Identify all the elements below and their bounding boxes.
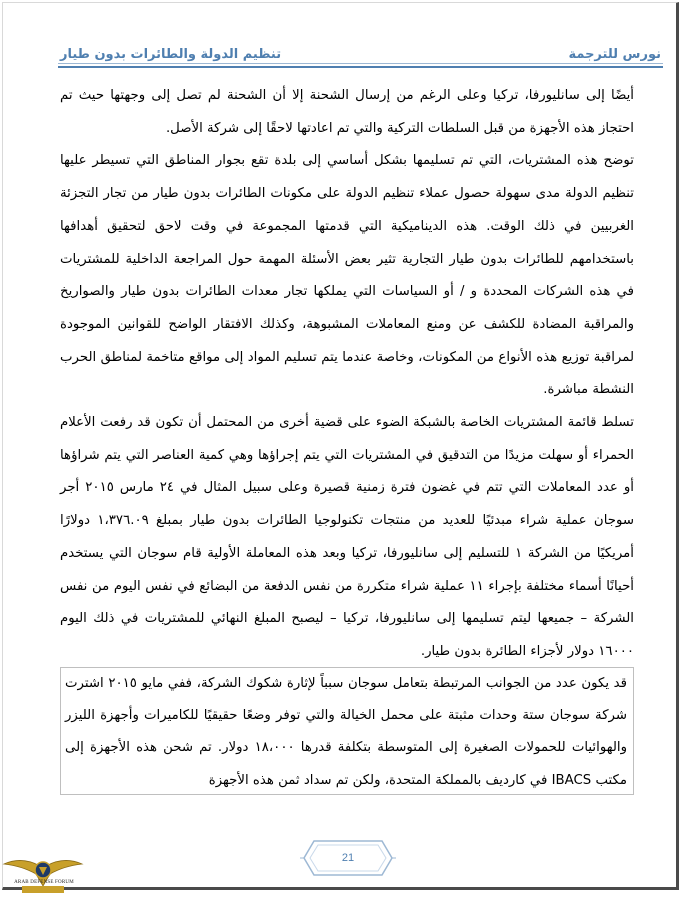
header-divider — [58, 63, 663, 68]
paragraph-4: قد يكون عدد من الجوانب المرتبطة بتعامل سوجان سبباً لإثارة شكوك الشركة، ففي مايو ٢٠١٥ اشترت شركة سوجان ستة وحدات مثبتة على محمل الخيالة والتي توفر وضعًا حقيقيًا للكاميرات وأجهزة الليزر والهوائيات للحمولات الصغيرة إلى المتوسطة بتكلفة قدرها ١٨،٠٠٠ دولار. تم شحن هذه الأجهزة إلى مكتب IBACS في كارديف بالمملكة المتحدة، ولكن تم سداد ثمن هذه الأجهزة — [65, 676, 628, 788]
header-title: تنظيم الدولة والطائرات بدون طيار — [60, 47, 282, 62]
bordered-paragraph-box — [60, 667, 634, 795]
page-number: 21 — [341, 852, 355, 864]
paragraph-1: أيضًا إلى سانليورفا، تركيا وعلى الرغم من إرسال الشحنة إلا أن الشحنة لم تصل إلى وجهتها حيث تم احتجاز هذه الأجهزة من قبل السلطات التركية والتي تم اعادتها لاحقًا إلى شركة الأصل. — [60, 88, 634, 136]
paragraph-3: تسلط قائمة المشتريات الخاصة بالشبكة الضوء على قضية أخرى من المحتمل أن تكون قد رفعت الأعلام الحمراء أو سهلت مزيدًا من التدقيق في المشتريات التي يتم إجراؤها وهي كمية العناصر التي يتم شراؤها أو عدد المعاملات التي تتم في غضون فترة زمنية قصيرة وعلى سبيل المثال في ٢٤ مارس ٢٠١٥ أجر سوجان عملية شراء مبدئيًا للعديد من منتجات تكنولوجيا الطائرات بدون طيار بمبلغ ١،٣٧٦.٠٩ دولارًا أمريكيًا من الشركة ١ للتسليم إلى سانليورفا، تركيا وبعد هذه المعاملة الأولية قام سوجان التي يستخدم أحيانًا أسماء مختلفة بإجراء ١١ عملية شراء متكررة من نفس الدفعة من البضائع في نفس اليوم من نفس الشركة – جميعها ليتم تسليمها إلى سانليورفا، تركيا – ليصبح المبلغ النهائي للمشتريات في ذلك اليوم ١٦٠٠٠ دولار لأجزاء الطائرة بدون طيار. — [60, 415, 634, 659]
paragraph-2: توضح هذه المشتريات، التي تم تسليمها بشكل أساسي إلى بلدة تقع بجوار المناطق التي تسيطر عليها تنظيم الدولة مدى سهولة حصول عملاء تنظيم الدولة على مكونات الطائرات بدون طيار من تجار التجزئة الغربيين في ذلك الوقت. هذه الديناميكية التي قدمتها المجموعة في وقت لاحق لتحقيق أهدافها باستخدامهم للطائرات بدون طيار التجارية تثير بعض الأسئلة المهمة حول المراجعة الداخلية للمشتريات في هذه الشركات المحددة و / أو السياسات التي يملكها تجار معدات الطائرات بدون طيار والصواريخ والمراقبة المضادة للكشف عن ومنع المعاملات المشبوهة، وكذلك الافتقار الواضح للقوانين الموجودة لمراقبة توزيع هذه الأنواع من المكونات، وخاصة عندما يتم تسليم المواد إلى مواقع متاخمة لمناطق الحرب النشطة مباشرة. — [60, 153, 634, 398]
logo-caption: ARAB DEFENSE FORUM — [14, 880, 74, 885]
page-number-frame — [300, 838, 396, 878]
document-body — [60, 80, 634, 669]
arab-defense-forum-logo-icon — [2, 846, 84, 904]
header-publisher: نورس للترجمة — [568, 47, 661, 62]
page-header — [60, 38, 661, 62]
